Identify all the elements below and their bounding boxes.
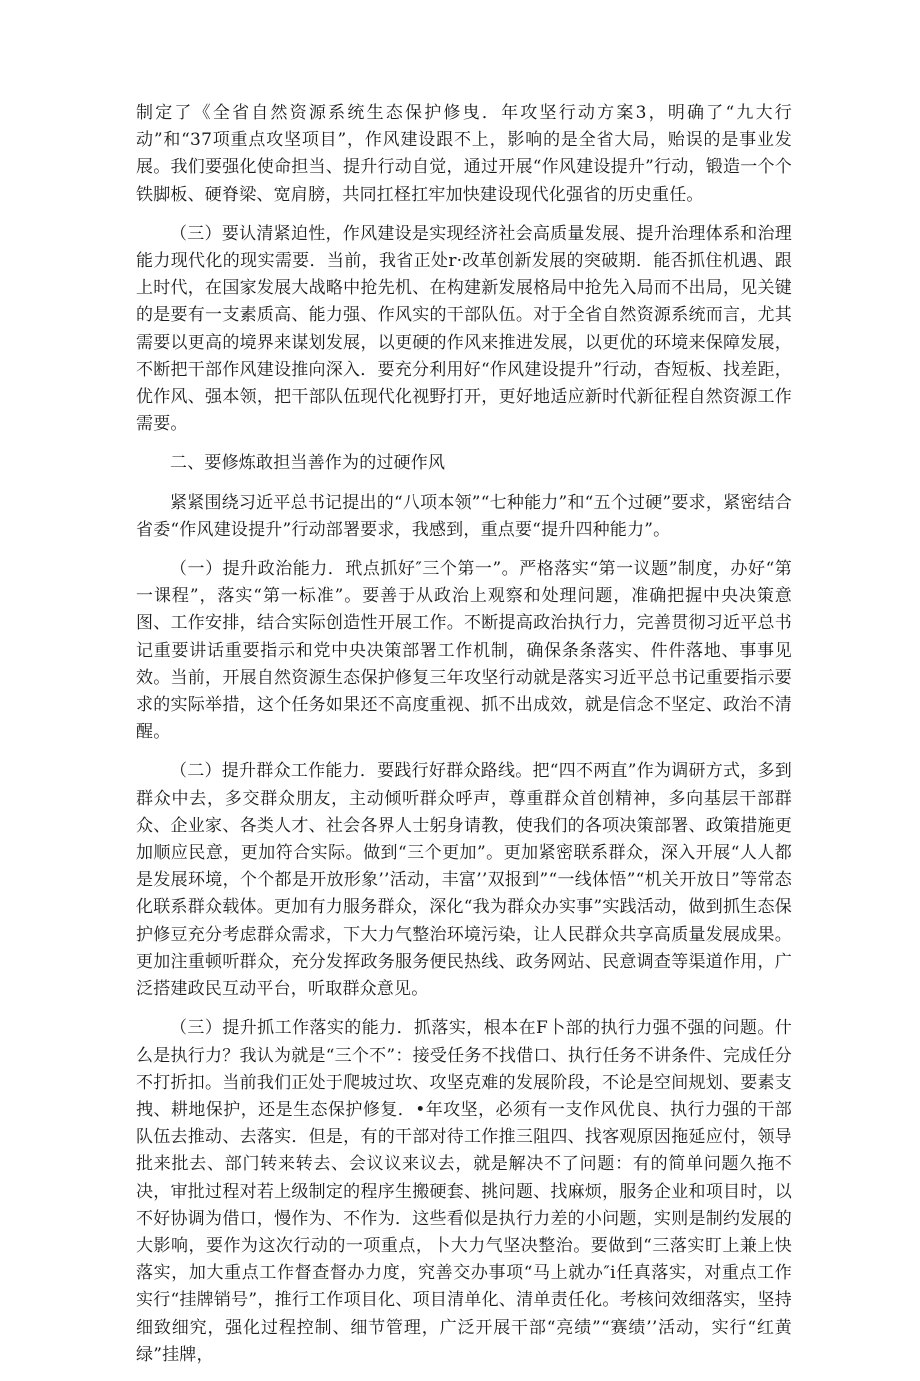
document-body <box>136 100 792 1381</box>
section-heading-two: 二、要修炼敢担当善作为的过硬作风 <box>170 453 446 474</box>
paragraph-implementation-ability: （三）提升抓工作落实的能力．抓落实，根本在F卜部的执行力强不强的问题。什么是执行力？我认为就是“三个不”：接受任务不找借口、执行任务不讲条件、完成任分不打折扣。当前我们正处于爬坡过坎、攻坚克难的发展阶段，不论是空间规划、要素支拽、耕地保护，还是生态保护修复．•年攻坚，必须有一支作风优良、执行力强的干部队伍去推动、去落实．但是，有的干部对待工作推三阻四、找客观原因拖延应付，领导批来批去、部门转来转去、会议议来议去，就是解决不了问题：有的简单问题久拖不决，审批过程对若上级制定的程序生搬硬套、挑问题、找麻烦，服务企业和项目时，以不好协调为借口，慢作为、不作为．这些看似是执行力差的小问题，实则是制约发展的大影响，要作为这次行动的一项重点，卜大力气坚决整治。要做到“三落实盯上兼上快落实，加大重点工作督查督办力度，究善交办事项“马上就办″i任真落实，对重点工作实行“挂牌销号”，推行工作项目化、项目清单化、清单责任化。考核问效细落实，坚持细致细究，强化过程控制、细节管理，广泛开展干部“亮绩”“赛绩’’活动，实行“红黄绿”挂牌， <box>136 1018 792 1365</box>
paragraph-four-abilities: 紧紧围绕习近平总书记提出的“八项本领”“七种能力”和“五个过硬”要求，紧密结合省委“作风建设提升”行动部署要求，我感到，重点要“提升四种能力”。 <box>136 492 792 540</box>
paragraph-mass-work-ability: （二）提升群众工作能力．要践行好群众路线。把“四不两直”作为调研方式，多到群众中去，多交群众朋友，主动倾听群众呼声，尊重群众首创精神，多向基层干部群众、企业家、各类人才、社会各界人士躬身请教，使我们的各项决策部署、政策措施更加顺应民意，更加符合实际。做到“三个更加”。更加紧密联系群众，深入开展“人人都是发展环境，个个都是开放形象’’活动，丰富’’双报到”“一线体悟”“机关开放日”等常态化联系群众载体。更加有力服务群众，深化“我为群众办实事”实践活动，做到抓生态保护修豆充分考虑群众需求，下大力气整治环境污染，让人民群众共享高质量发展成果。更加注重顿听群众，充分发挥政务服务便民热线、政务网站、民意调查等渠道作用，广泛搭建政民互动平台，听取群众意见。 <box>136 761 792 1000</box>
paragraph-intro-continuation: 制定了《全省自然资源系统生态保护修曳．年攻坚行动方案3，明确了“九大行动”和“37项重点攻坚项目”，作风建设跟不上，影响的是全省大局，贻误的是事业发展。我们要强化使命担当、提升行动自觉，通过开展“作风建设提升”行动，锻造一个个铁脚板、硬脊梁、宽肩膀，共同扛柽扛牢加快建设现代化强省的历史重任。 <box>136 103 792 205</box>
paragraph-urgency: （三）要认清紧迫性，作风建设是实现经济社会高质量发展、提升治理体系和治理能力现代化的现实需要．当前，我省正处r·改革创新发展的突破期．能否抓住机遇、跟上时代，在国家发展大战略中抢先机、在构建新发展格局中抢先入局而不出局，见关键的是要有一支素质高、能力强、作风实的干部队伍。对于全省自然资源系统而言，尤其需要以更高的境界来谋划发展，以更硬的作风来推进发展，以更优的环境来保障发展，不断把干部作风建设推向深入．要充分利用好“作风建设提升”行动，杳短板、找差距，优作风、强本领，把干部队伍现代化视野打开，更好地适应新时代新征程自然资源工作需要。 <box>136 223 792 435</box>
paragraph-political-ability: （一）提升政治能力．玳点抓好″三个第一”。严格落实“第一议题”制度，办好“第一课程”，落实“第一标准”。要善于从政治上观察和处理问题，准确把握中央决策意图、工作安排，结合实际创造性开展工作。不断提高政治执行力，完善贯彻习近平总书记重要讲话重要指示和党中央决策部署工作机制，确保条条落实、件件落地、事事见效。当前，开展自然资源生态保护修复三年攻坚行动就是落实习近平总书记重要指示要求的实际举措，这个任务如果还不高度重视、抓不出成效，就是信念不坚定、政治不清醒。 <box>136 559 792 743</box>
